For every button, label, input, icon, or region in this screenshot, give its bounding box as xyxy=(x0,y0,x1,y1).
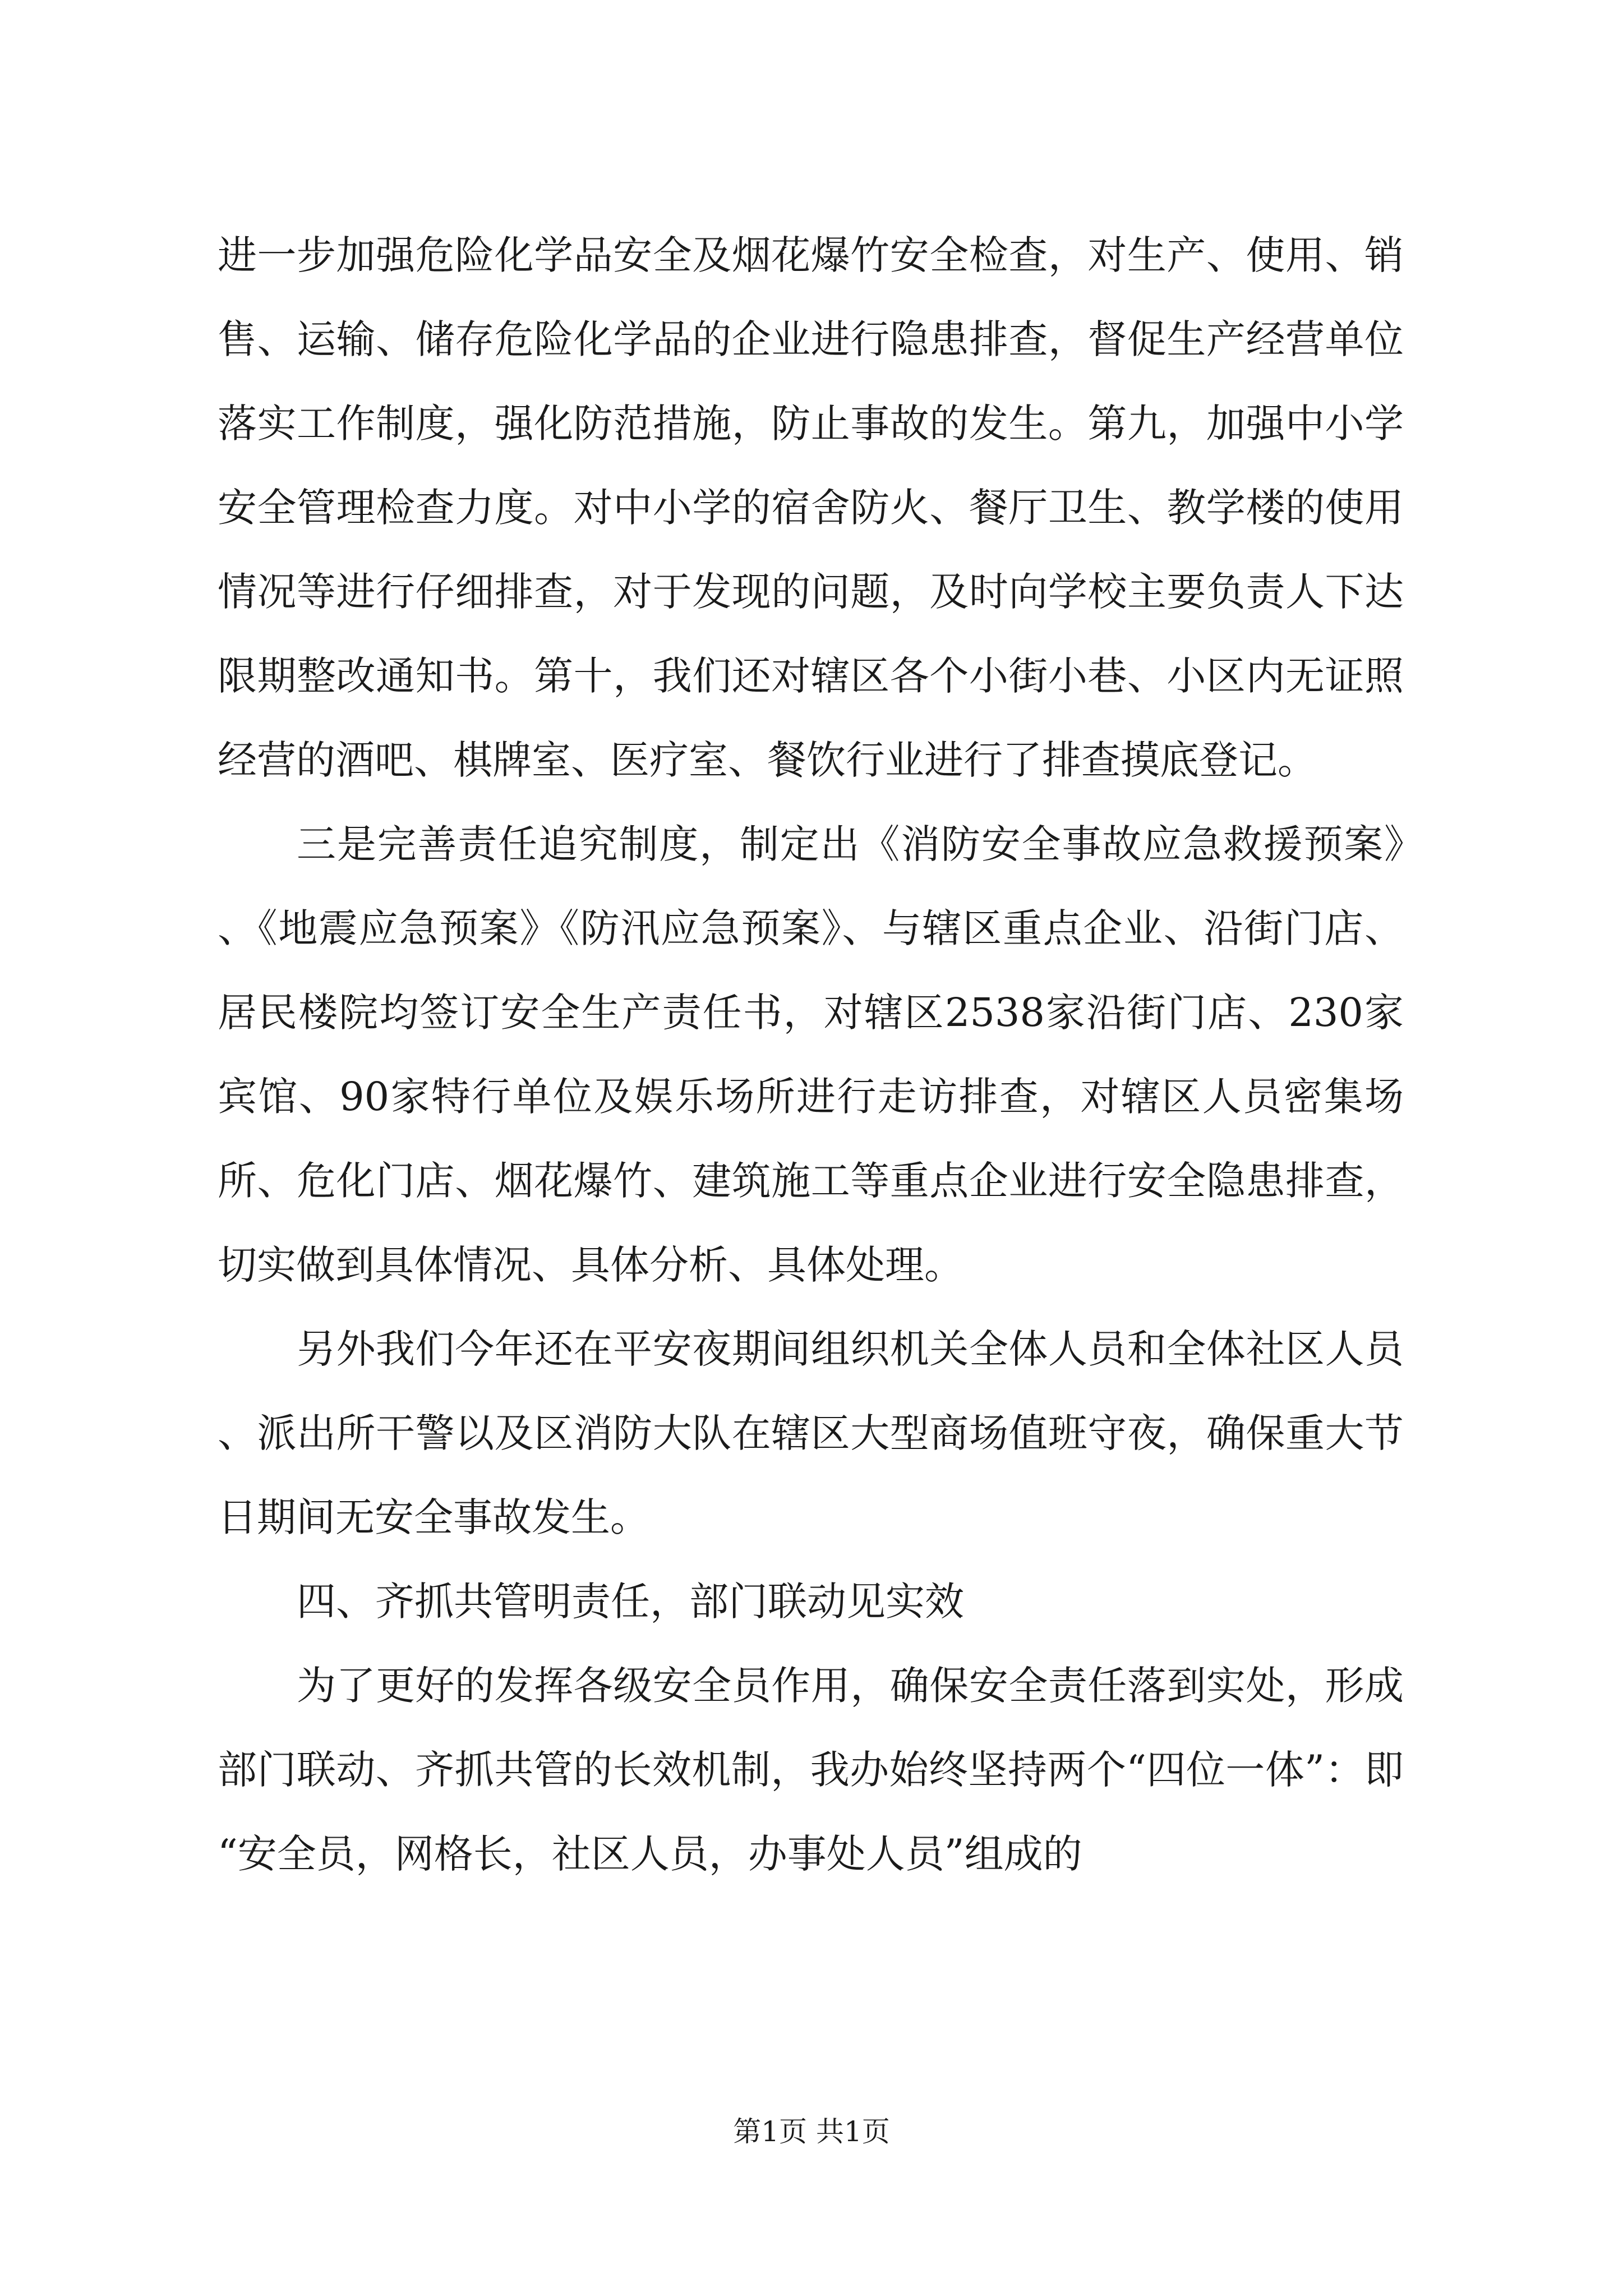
page-number-label: 第1页 共1页 xyxy=(733,2115,890,2148)
paragraph-3: 另外我们今年还在平安夜期间组织机关全体人员和全体社区人员、派出所干警以及区消防大队在辖区大型商场值班守夜，确保重大节日期间无安全事故发生。 xyxy=(218,1326,1404,1540)
paragraph-4: 为了更好的发挥各级安全员作用，确保安全责任落到实处，形成部门联动、齐抓共管的长效机制，我办始终坚持两个“四位一体”：即“安全员，网格长，社区人员，办事处人员”组成的 xyxy=(218,1663,1404,1877)
paragraph-2: 三是完善责任追究制度，制定出《消防安全事故应急救援预案》、《地震应急预案》《防汛应急预案》、与辖区重点企业、沿街门店、居民楼院均签订安全生产责任书，对辖区2538家沿街门店、230家宾馆、90家特行单位及娱乐场所进行走访排查，对辖区人员密集场所、危化门店、烟花爆竹、建筑施工等重点企业进行安全隐患排查，切实做到具体情况、具体分析、具体处理。 xyxy=(218,821,1404,1288)
section-heading: 四、齐抓共管明责任，部门联动见实效 xyxy=(297,1579,964,1625)
paragraph-1: 进一步加强危险化学品安全及烟花爆竹安全检查，对生产、使用、销售、运输、储存危险化学品的企业进行隐患排查，督促生产经营单位落实工作制度，强化防范措施，防止事故的发生。第九，加强中小学安全管理检查力度。对中小学的宿舍防火、餐厅卫生、教学楼的使用情况等进行仔细排查，对于发现的问题，及时向学校主要负责人下达限期整改通知书。第十，我们还对辖区各个小街小巷、小区内无证照经营的酒吧、棋牌室、医疗室、餐饮行业进行了排查摸底登记。 xyxy=(218,232,1404,783)
document-body xyxy=(218,213,1404,1896)
page-footer xyxy=(0,2112,1623,2151)
